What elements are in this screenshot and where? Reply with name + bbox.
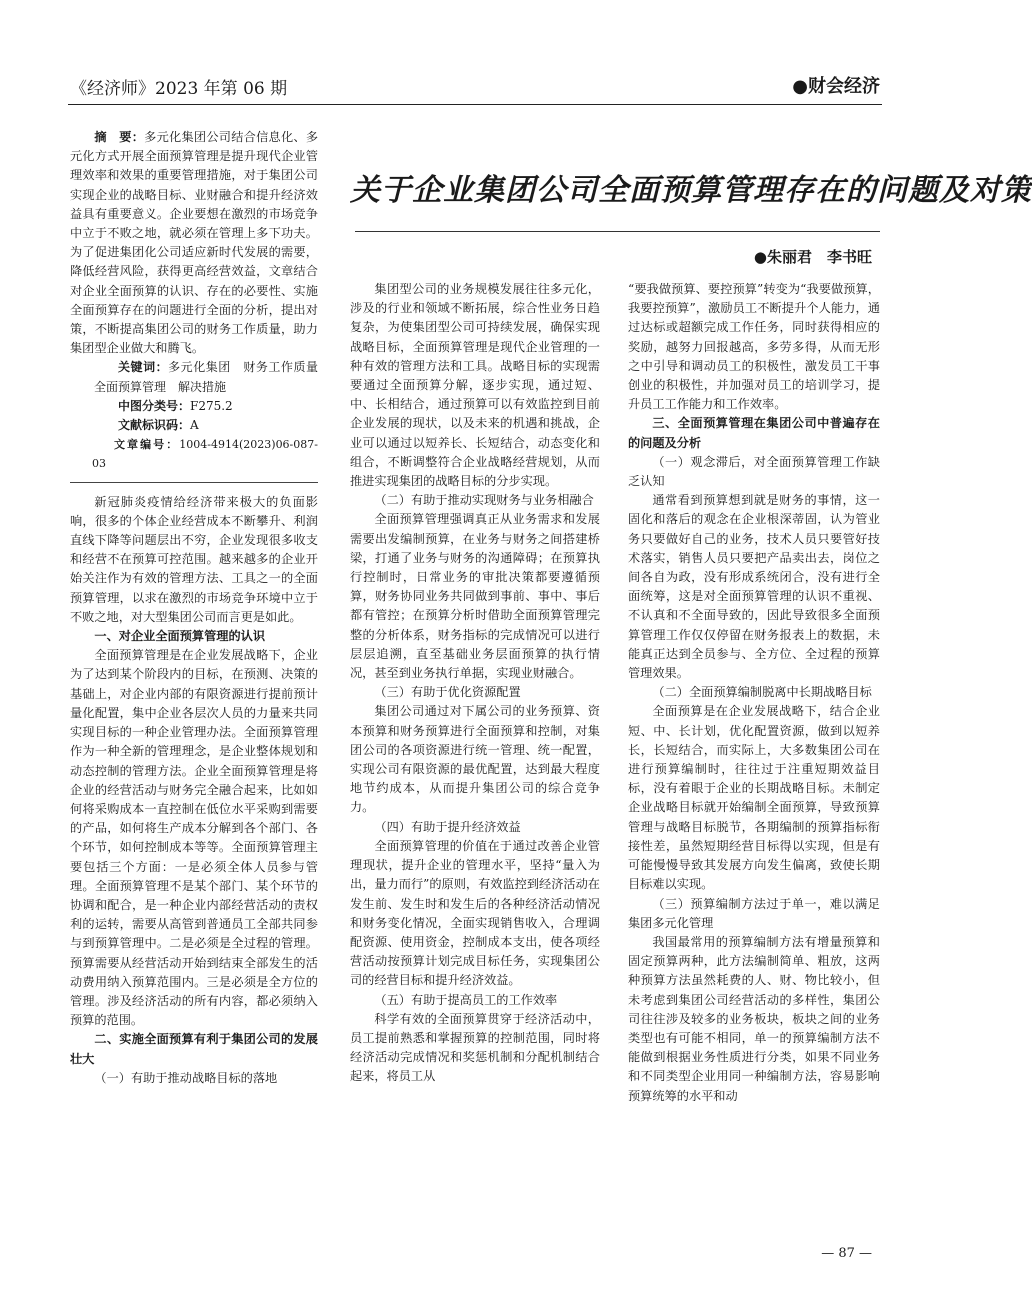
column-1 bbox=[70, 128, 331, 1088]
paragraph: 全面预算是在企业发展战略下，结合企业短、中、长计划，优化配置资源，做到以短养长，长短结合，而实际上，大多数集团公司在进行预算编制时，往往过于注重短期效益目标，没有着眼于企业的长期战略目标。未制定企业战略目标就开始编制全面预算，导致预算管理与战略目标脱节，各期编制的预算指标衔接性差，虽然短期经营目标得以实现，但是有可能慢慢导致其发展方向发生偏离，致使长期目标难以实现。 bbox=[628, 704, 880, 892]
heading-1: 一、对企业全面预算管理的认识 bbox=[94, 629, 266, 644]
paragraph: 科学有效的全面预算贯穿于经济活动中，员工提前熟悉和掌握预算的控制范围，同时将经济活动完成情况和奖惩机制和分配机制结合起来，将员工从 bbox=[350, 1011, 600, 1084]
paragraph: 集团型公司的业务规模发展往往多元化，涉及的行业和领域不断拓展，综合性业务日趋复杂，为使集团型公司可持续发展，确保实现战略目标，全面预算管理是现代企业管理的一种有效的管理方法和工具。战略目标的实现需要通过全面预算分解，逐步实现，通过短、中、长相结合，通过预算可以有效监控到目前企业发展的现状，以及未来的机遇和挑战，企业可以通过以短养长、长短结合，动态变化和组合，不断调整符合企业战略经营规划，从而推进实现集团的战略目标的分步实现。 bbox=[350, 282, 600, 489]
column-2 bbox=[350, 280, 600, 1087]
subheading: （三）预算编制方法过于单一，难以满足集团多元化管理 bbox=[628, 896, 880, 930]
classification bbox=[70, 397, 318, 416]
document-code bbox=[70, 416, 318, 435]
classification-text: F275.2 bbox=[190, 398, 233, 413]
paragraph: 我国最常用的预算编制方法有增量预算和固定预算两种，此方法编制简单、粗放，这两种预算方法虽然耗费的人、财、物比较小，但未考虑到集团公司经营活动的多样性，集团公司往往涉及较多的业务板块，板块之间的业务类型也有可能不相同，单一的预算编制方法不能做到根据业务性质进行分类，如果不同业务和不同类型企业用同一种编制方法，容易影响预算统筹的水平和动 bbox=[628, 934, 880, 1103]
paragraph: “要我做预算、要控预算”转变为“我要做预算，我要控预算”，激励员工不断提升个人能力，通过达标或超额完成工作任务，同时获得相应的奖励，越努力回报越高，多劳多得，从而无形之中引导和调动员工的积极性，激发员工干事创业的积极性，并加强对员工的培训学习，提升员工工作能力和工作效率。 bbox=[628, 282, 880, 412]
header-rule bbox=[68, 104, 882, 105]
paragraph: 通常看到预算想到就是财务的事情，这一固化和落后的观念在企业根深蒂固，认为管业务只要做好自己的业务，技术人员只要管好技术落实，销售人员只要把产品卖出去，岗位之间各自为政，没有形成系统闭合，没有进行全面统筹，这是对全面预算管理的认识不重视、不认真和不全面导致的，因此导致很多全面预算管理工作仅仅停留在财务报表上的数据，未能真正达到全员参与、全方位、全过程的预算管理效果。 bbox=[628, 493, 880, 681]
abstract bbox=[70, 128, 318, 358]
column-3 bbox=[628, 280, 880, 1106]
article-number bbox=[70, 435, 318, 473]
classification-label: 中图分类号： bbox=[118, 398, 191, 413]
subheading: （一）有助于推动战略目标的落地 bbox=[94, 1070, 278, 1085]
abstract-label: 摘 要： bbox=[94, 130, 145, 144]
subheading: （四）有助于提升经济效益 bbox=[374, 819, 521, 834]
subheading: （五）有助于提高员工的工作效率 bbox=[374, 992, 558, 1007]
subheading: （二）有助于推动实现财务与业务相融合 bbox=[374, 493, 594, 508]
paragraph: 全面预算管理是在企业发展战略下，企业为了达到某个阶段内的目标，在预测、决策的基础上，对企业内部的有限资源进行提前预计量化配置，集中企业各层次人员的力量来共同实现目标的一种企业管理办法。全面预算管理作为一种全新的管理理念，是企业整体规划和动态控制的管理方法。企业全面预算管理是将企业的经营活动与财务完全融合起来，比如如何将采购成本一直控制在低位水平采购到需要的产品，如何将生产成本分解到各个部门、各个环节，如何控制成本等等。全面预算管理主要包括三个方面：一是必须全体人员参与管理。全面预算管理不是某个部门、某个环节的协调和配合，是一种企业内部经营活动的责权利的运转，需要从高管到普通员工全部共同参与到预算管理中。二是必须是全过程的管理。预算需要从经营活动开始到结束全部发生的活动费用纳入预算范围内。三是必须是全方位的管理。涉及经济活动的所有内容，都必须纳入预算的范围。 bbox=[70, 648, 318, 1028]
abstract-rule bbox=[70, 482, 318, 483]
authors: ●朱丽君 李书旺 bbox=[753, 248, 872, 266]
heading-2: 二、实施全面预算有利于集团公司的发展壮大 bbox=[70, 1032, 318, 1066]
article-number-label: 文章编号： bbox=[114, 438, 180, 452]
keywords bbox=[70, 358, 331, 396]
title-rule bbox=[355, 231, 880, 232]
intro-paragraph: 新冠肺炎疫情给经济带来极大的负面影响，很多的个体企业经营成本不断攀升、利润直线下降等问题层出不穷，企业发现很多收支和经营不在预算可控范围。越来越多的企业开始关注作为有效的管理方法、工具之一的全面预算管理，以求在激烈的市场竞争环境中立于不败之地，对大型集团公司而言更是如此。 bbox=[70, 494, 318, 624]
article-number-text: 1004-4914(2023)06-087-03 bbox=[92, 438, 318, 471]
paragraph: 集团公司通过对下属公司的业务预算、资本预算和财务预算进行全面预算和控制，对集团公司的各项资源进行统一管理、统一配置，实现公司有限资源的最优配置，达到最大程度地节约成本，从而提升集团公司的综合竞争力。 bbox=[350, 704, 600, 815]
document-code-label: 文献标识码： bbox=[118, 418, 191, 433]
subheading: （二）全面预算编制脱离中长期战略目标 bbox=[652, 685, 872, 700]
article-meta bbox=[70, 358, 331, 473]
paragraph: 全面预算管理强调真正从业务需求和发展需要出发编制预算，在业务与财务之间搭建桥梁，打通了业务与财务的沟通障碍；在预算执行控制时，日常业务的审批决策都要遵循预算，财务协同业务共同做到事前、事中、事后都有管控；在预算分析时借助全面预算管理完整的分析体系，财务指标的完成情况可以进行层层追溯，直至基础业务层面预算的执行情况，甚至到业务执行单据，实现业财融合。 bbox=[350, 512, 600, 681]
heading-3: 三、全面预算管理在集团公司中普遍存在的问题及分析 bbox=[628, 416, 880, 450]
subheading: （一）观念滞后，对全面预算管理工作缺乏认知 bbox=[628, 454, 880, 489]
article-title: 关于企业集团公司全面预算管理存在的问题及对策 bbox=[350, 173, 1032, 208]
paragraph: 全面预算管理的价值在于通过改善企业管理现状，提升企业的管理水平，坚持“量入为出，量力而行”的原则，有效监控到经济活动在发生前、发生时和发生后的各种经济活动情况和财务变化情况，全面实现销售收入，合理调配资源、使用资金，控制成本支出，使各项经营活动按预算计划完成目标任务，实现集团公司的经营目标和提升经济效益。 bbox=[350, 838, 600, 988]
subheading: （三）有助于优化资源配置 bbox=[374, 685, 521, 700]
keywords-text: 多元化集团 财务工作质量 全面预算管理 解决措施 bbox=[94, 360, 331, 394]
page-number: — 87 — bbox=[821, 1246, 872, 1261]
journal-issue: 《经济师》2023 年第 06 期 bbox=[70, 79, 288, 99]
abstract-text: 多元化集团公司结合信息化、多元化方式开展全面预算管理是提升现代企业管理效率和效果的重要管理措施，对于集团公司实现企业的战略目标、业财融合和提升经济效益具有重要意义。企业要想在激烈的市场竞争中立于不败之地，就必须在管理上多下功夫。为了促进集团化公司适应新时代发展的需要，降低经营风险，获得更高经营效益，文章结合对企业全面预算的认识、存在的必要性、实施全面预算存在的问题进行全面的分析，提出对策，不断提高集团公司的财务工作质量，助力集团型企业做大和腾飞。 bbox=[70, 130, 319, 356]
keywords-label: 关键词： bbox=[118, 360, 169, 375]
document-code-text: A bbox=[190, 418, 199, 433]
section-label: ●财会经济 bbox=[792, 76, 880, 97]
